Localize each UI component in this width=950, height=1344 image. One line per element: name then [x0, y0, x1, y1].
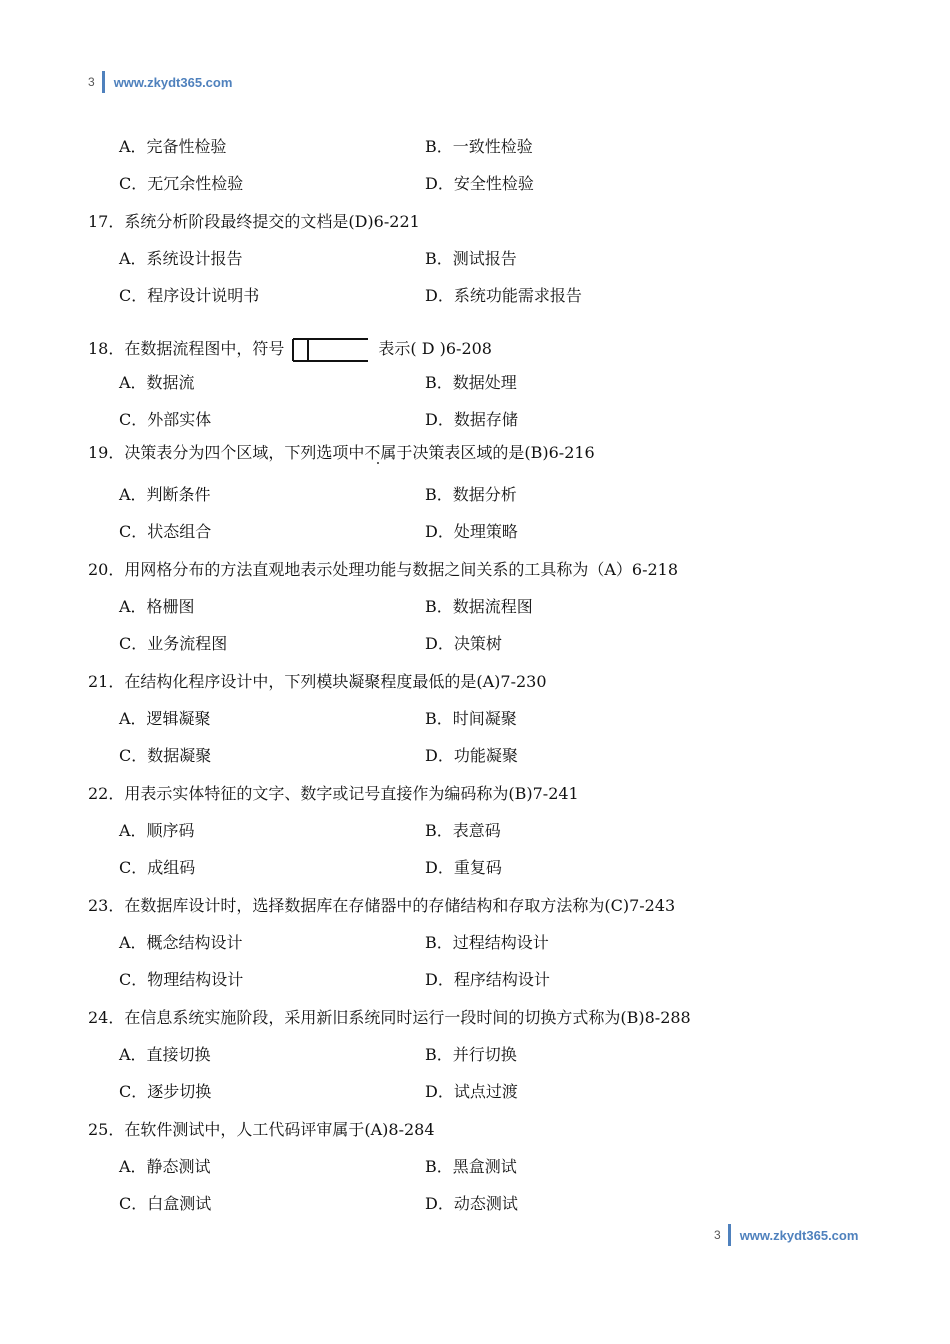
q21-option-b: B．时间凝聚 [425, 709, 517, 728]
q17-option-c: C．程序设计说明书 [119, 286, 260, 305]
q22-option-b: B．表意码 [425, 821, 501, 840]
q19-option-c: C．状态组合 [119, 522, 212, 541]
q24-option-d: D．试点过渡 [425, 1082, 518, 1101]
q16-option-a: A．完备性检验 [119, 137, 227, 156]
q18-option-c: C．外部实体 [119, 410, 212, 429]
q20-option-d: D．决策树 [425, 634, 502, 653]
q25-option-a: A．静态测试 [119, 1157, 211, 1176]
q25-option-b: B．黑盒测试 [425, 1157, 517, 1176]
q22-option-d: D．重复码 [425, 858, 502, 877]
q23-option-a: A．概念结构设计 [119, 933, 243, 952]
q18-option-b: B．数据处理 [425, 373, 517, 392]
q20-option-a: A．格栅图 [119, 597, 195, 616]
question-25: 25．在软件测试中，人工代码评审属于(A)8-284 [88, 1120, 435, 1139]
q21-option-a: A．逻辑凝聚 [119, 709, 211, 728]
question-22: 22．用表示实体特征的文字、数字或记号直接作为编码称为(B)7-241 [88, 784, 579, 803]
data-store-symbol-icon [292, 337, 370, 363]
footer-divider [728, 1224, 731, 1246]
question-20: 20．用网格分布的方法直观地表示处理功能与数据之间关系的工具称为（A）6-218 [88, 560, 679, 579]
q24-option-b: B．并行切换 [425, 1045, 517, 1064]
q23-option-d: D．程序结构设计 [425, 970, 550, 989]
q22-option-a: A．顺序码 [119, 821, 195, 840]
q24-option-a: A．直接切换 [119, 1045, 211, 1064]
q23-option-b: B．过程结构设计 [425, 933, 549, 952]
q24-option-c: C．逐步切换 [119, 1082, 212, 1101]
q18-option-a: A．数据流 [119, 373, 195, 392]
header-divider [102, 71, 105, 93]
question-17: 17．系统分析阶段最终提交的文档是(D)6-221 [88, 212, 420, 231]
question-24: 24．在信息系统实施阶段，采用新旧系统同时运行一段时间的切换方式称为(B)8-288 [88, 1008, 691, 1027]
header-page-number: 3 [88, 75, 95, 89]
q21-option-c: C．数据凝聚 [119, 746, 212, 765]
stray-mark [377, 462, 379, 464]
q23-option-c: C．物理结构设计 [119, 970, 244, 989]
question-21: 21．在结构化程序设计中，下列模块凝聚程度最低的是(A)7-230 [88, 672, 547, 691]
q25-option-c: C．白盒测试 [119, 1194, 212, 1213]
q20-option-c: C．业务流程图 [119, 634, 228, 653]
question-18 [88, 336, 492, 363]
q16-option-d: D．安全性检验 [425, 174, 534, 193]
question-18-suffix: 表示( D )6-208 [378, 339, 492, 358]
header-url: www.zkydt365.com [113, 74, 233, 90]
q17-option-a: A．系统设计报告 [119, 249, 243, 268]
question-19: 19．决策表分为四个区域，下列选项中不属于决策表区域的是(B)6-216 [88, 443, 595, 462]
q19-option-a: A．判断条件 [119, 485, 211, 504]
question-18-prefix: 18．在数据流程图中，符号 [88, 339, 285, 358]
q20-option-b: B．数据流程图 [425, 597, 533, 616]
q22-option-c: C．成组码 [119, 858, 196, 877]
q18-option-d: D．数据存储 [425, 410, 518, 429]
q19-option-b: B．数据分析 [425, 485, 517, 504]
q25-option-d: D．动态测试 [425, 1194, 518, 1213]
footer-page-number: 3 [714, 1228, 721, 1242]
page-footer [714, 1224, 858, 1246]
q17-option-d: D．系统功能需求报告 [425, 286, 582, 305]
q17-option-b: B．测试报告 [425, 249, 517, 268]
q16-option-c: C．无冗余性检验 [119, 174, 244, 193]
footer-url: www.zkydt365.com [739, 1227, 859, 1243]
page-header [88, 71, 232, 93]
q21-option-d: D．功能凝聚 [425, 746, 518, 765]
question-23: 23．在数据库设计时，选择数据库在存储器中的存储结构和存取方法称为(C)7-243 [88, 896, 676, 915]
q16-option-b: B．一致性检验 [425, 137, 533, 156]
q19-option-d: D．处理策略 [425, 522, 518, 541]
